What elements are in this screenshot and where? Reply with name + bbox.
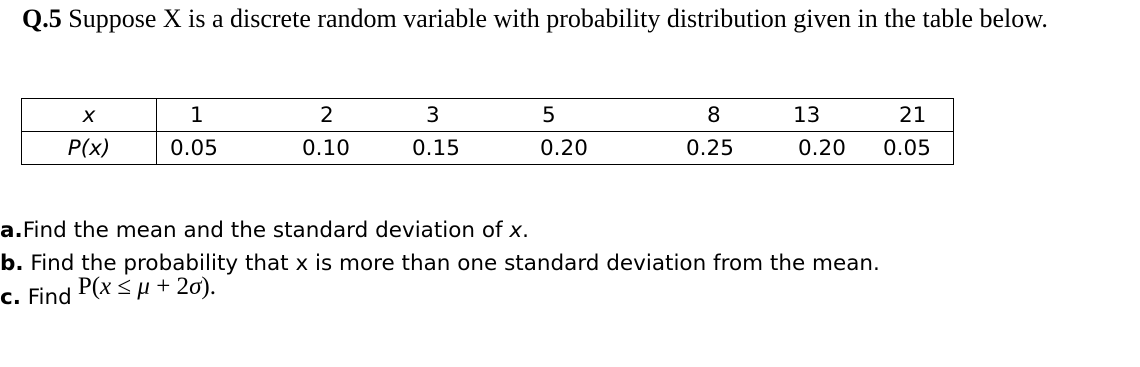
table-cell: 0.20	[771, 132, 878, 165]
table-row-p	[22, 132, 954, 165]
table-cell: 0.05	[157, 132, 287, 165]
part-a-label: a.	[0, 218, 23, 243]
part-b-label: b.	[0, 251, 24, 276]
table-cell: 8	[662, 99, 771, 132]
table-cell: 0.05	[878, 132, 954, 165]
part-a-period: .	[522, 218, 529, 243]
part-c-text: Find	[20, 285, 72, 310]
table-cell: 2	[286, 99, 378, 132]
table-cell: 5	[517, 99, 662, 132]
row-label-p: P(x)	[22, 132, 157, 165]
part-a	[0, 214, 880, 247]
row-label-x: x	[22, 99, 157, 132]
table-cell: 0.10	[286, 132, 378, 165]
question-parts	[0, 214, 880, 314]
table-cell: 0.15	[378, 132, 517, 165]
table-cell: 0.20	[517, 132, 662, 165]
part-a-variable: x	[509, 218, 523, 243]
table-cell: 21	[878, 99, 954, 132]
question-statement: Suppose X is a discrete random variable with probability distribution given in the table below.	[61, 4, 1048, 33]
table-row-x	[22, 99, 954, 132]
part-b-text: Find the probability that x is more than one standard deviation from the mean.	[23, 251, 880, 276]
table-cell: 3	[378, 99, 517, 132]
question-number: Q.5	[22, 4, 62, 33]
part-c	[0, 273, 880, 314]
part-c-label: c.	[0, 285, 21, 310]
table-cell: 1	[157, 99, 287, 132]
table-cell: 0.25	[662, 132, 771, 165]
part-a-text: Find the mean and the standard deviation of	[22, 218, 510, 243]
probability-distribution-table	[21, 98, 954, 165]
question-text	[22, 2, 1127, 35]
part-c-formula: P(x ≤ μ + 2σ).	[77, 273, 216, 300]
table-cell: 13	[771, 99, 878, 132]
